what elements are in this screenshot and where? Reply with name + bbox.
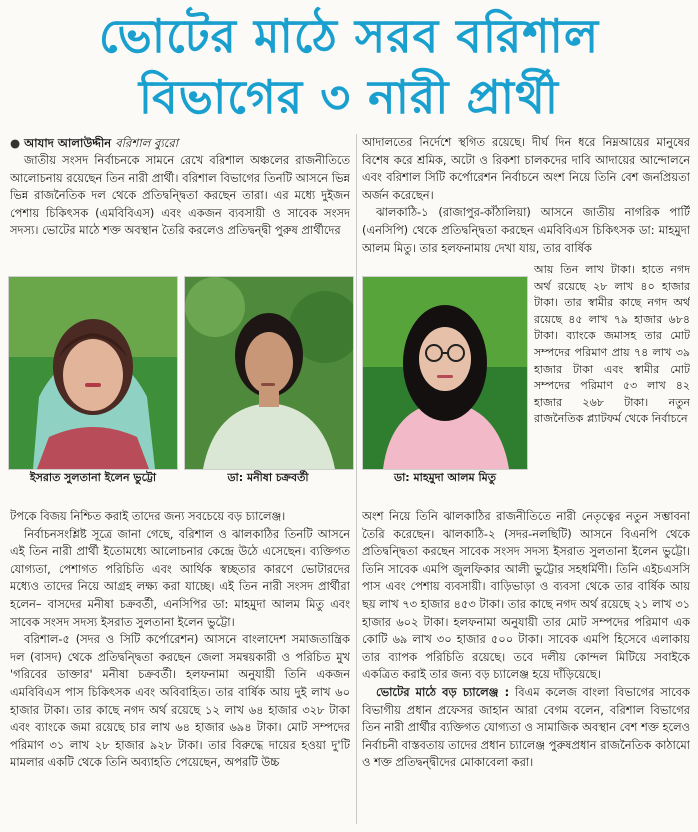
headline	[0, 6, 698, 128]
right-narrow-paragraph: আয় তিন লাখ টাকা। হাতে নগদ অর্থ রয়েছে ২৮ লাখ ৪০ হাজার টাকা। তার স্বামীর কাছে নগদ অর্থ রয়েছে ৪৫ লাখ ৭৯ হাজার ৬৮৪ টাকা। ব্যাংকে জমাসহ তার মোট সম্পদের পরিমাণ প্রায় ৭৪ লাখ ৩৯ হাজার টাকা এবং স্বামীর মোট সম্পদের পরিমাণ ৫৩ লাখ ৪২ হাজার ২৬৮ টাকা। নতুন রাজনৈতিক প্ল্যাটফর্ম থেকে নির্বাচনে	[534, 263, 690, 426]
right-bottom-paragraph-2-text: বিএম কলেজ বাংলা বিভাগের সাবেক বিভাগীয় প্রধান প্রফেসর জাহান আরা বেগম বলেন, বরিশাল বিভাগের তিন নারী প্রার্থীর ব্যক্তিগত যোগ্যতা ও সামাজিক অবস্থান বেশ শক্ত হলেও নির্বাচনী বাস্তবতায় তাদের প্রধান চ্যালেঞ্জ পুরুষপ্রধান রাজনৈতিক কাঠামো ও শক্ত প্রতিদ্বন্দ্বীদের মোকাবেলা করা।	[362, 684, 690, 770]
byline	[10, 134, 350, 152]
right-paragraph-1: আদালতের নির্দেশে স্থগিত রয়েছে। দীর্ঘ দিন ধরে নিম্নআয়ের মানুষের বিশেষ করে শ্রমিক, অটো ও রিকশা চালকদের দাবি আদায়ের আন্দোলনে এবং বরিশাল সিটি কর্পোরেশন নির্বাচনে অংশ নিয়ে তিনি বেশ জনপ্রিয়তা অর্জন করেছেন।	[362, 135, 690, 202]
bullet-icon: ●	[10, 136, 21, 150]
right-column-bottom	[362, 508, 690, 826]
right-narrow-column	[534, 262, 690, 508]
byline-author: আযাদ আলাউদ্দীন	[24, 136, 112, 150]
right-paragraph-2: ঝালকাঠি-১ (রাজাপুর-কাঁঠালিয়া) আসনে জাতীয় নাগরিক পার্টি (এনসিপি) থেকে প্রতিদ্বন্দ্বিতা করছেন এমবিবিএস চিকিৎসক ডা: মাহমুদা আলম মিতু। তার হলফনামায় দেখা যায়, তার বার্ষিক	[362, 205, 690, 255]
photo-israt-sultana	[8, 276, 178, 470]
byline-desk: বরিশাল ব্যুরো	[115, 136, 179, 150]
right-bottom-paragraph-1: অংশ নিয়ে তিনি ঝালকাঠির রাজনীতিতে নারী নেতৃত্বের নতুন সম্ভাবনা তৈরি করেছেন। ঝালকাঠি-২ (সদর-নলছিটি) আসনে বিএনপি থেকে প্রতিদ্বন্দ্বিতা করছেন সাবেক সংসদ সদস্য ইসরাত সুলতানা ইলেন ভুট্টো। তিনি সাবেক এমপি জুলফিকার আলী ভুট্টোর সহধর্মিণী। তিনি এইচএসসি পাস এবং পেশায় ব্যবসায়ী। বাড়িভাড়া ও ব্যবসা থেকে তার বার্ষিক আয় ছয় লাখ ৭৩ হাজার ৪৫৩ টাকা। তার কাছে নগদ অর্থ রয়েছে ২১ লাখ ৩১ হাজার ৬০২ টাকা। হলফনামা অনুযায়ী তার মোট সম্পদের পরিমাণ এক কোটি ৬৯ লাখ ৩০ হাজার ৫০০ টাকা। সাবেক এমপি হিসেবে এলাকায় তার ব্যাপক পরিচিতি রয়েছে। তবে দলীয় কোন্দল মিটিয়ে সবাইকে একত্রিত করাই তার জন্য বড় চ্যালেঞ্জ হয়ে দাঁড়িয়েছে।	[362, 509, 690, 682]
left-bottom-paragraph-1: টপকে বিজয় নিশ্চিত করাই তাদের জন্য সবচেয়ে বড় চ্যালেঞ্জ।	[10, 509, 286, 523]
right-bottom-paragraph-2	[362, 684, 690, 772]
right-column-top	[362, 134, 690, 262]
left-bottom-paragraph-2: নির্বাচনসংশ্লিষ্ট সূত্রে জানা গেছে, বরিশাল ও ঝালকাঠির তিনটি আসনে এই তিন নারী প্রার্থী ইতোমধ্যে আলোচনার কেন্দ্রে উঠে এসেছেন। ব্যক্তিগত যোগ্যতা, পেশাগত পরিচিতি এবং আর্থিক স্বচ্ছতার কারণে ভোটারদের মধ্যেও তাদের নিয়ে আগ্রহ লক্ষ্য করা যাচ্ছে। এই তিন নারী সংসদ প্রার্থীরা হলেন– বাসদের মনীষা চক্রবর্তী, এনসিপির ডা: মাহমুদা আলম মিতু এবং সাবেক সংসদ সদস্য ইসরাত সুলতানা ইলেন ভুট্টো।	[10, 526, 350, 629]
left-paragraph-1: জাতীয় সংসদ নির্বাচনকে সামনে রেখে বরিশাল অঞ্চলের রাজনীতিতে আলোচনায় রয়েছেন তিন নারী প্রার্থী। বরিশাল বিভাগের তিনটি আসনে ভিন্ন ভিন্ন রাজনৈতিক দল থেকে প্রতিদ্বন্দ্বিতা করছেন তারা। এর মধ্যে দুইজন পেশায় চিকিৎসক (এমবিবিএস) এবং একজন ব্যবসায়ী ও সাবেক সংসদ সদস্য। ভোটের মাঠে শক্ত অবস্থান তৈরি করলেও প্রতিদ্বন্দ্বী পুরুষ প্রার্থীদের	[10, 153, 350, 238]
headline-line-2: বিভাগের ৩ নারী প্রার্থী	[138, 70, 560, 124]
headline-line-1: ভোটের মাঠে সরব বরিশাল	[98, 9, 600, 63]
left-column-top	[10, 134, 350, 274]
subheading-challenge: ভোটের মাঠে বড় চ্যালেঞ্জ :	[376, 684, 510, 699]
caption-mahmuda-alam-mitu: ডা: মাহমুদা আলম মিতু	[394, 471, 496, 484]
column-divider	[356, 134, 357, 824]
left-column-bottom	[10, 508, 350, 826]
left-bottom-paragraph-3: বরিশাল-৫ (সদর ও সিটি কর্পোরেশন) আসনে বাংলাদেশ সমাজতান্ত্রিক দল (বাসদ) থেকে প্রতিদ্বন্দ্বিতা করছেন জেলা সমন্বয়কারী ও পরিচিত মুখ 'গরিবের ডাক্তার' মনীষা চক্রবর্তী। হলফনামা অনুযায়ী তিনি একজন এমবিবিএস পাস চিকিৎসক এবং অবিবাহিত। তার বার্ষিক আয় দুই লাখ ৬০ হাজার টাকা। তার কাছে নগদ অর্থ রয়েছে ১২ লাখ ৬৪ হাজার ৩২৮ টাকা এবং ব্যাংকে জমা রয়েছে চার লাখ ৬৪ হাজার ৬৯৪ টাকা। মোট সম্পদের পরিমাণ ৩১ লাখ ২৮ হাজার ৯২৮ টাকা। তার বিরুদ্ধে দায়ের হওয়া দু'টি মামলার একটি থেকে তিনি অব্যাহতি পেয়েছেন, অপরটি উচ্চ	[10, 632, 350, 770]
portrait-illustration-3	[363, 277, 527, 469]
portrait-illustration-1	[9, 277, 177, 469]
caption-monisha-chakraborty: ডা: মনীষা চক্রবর্তী	[227, 471, 309, 484]
photo-mahmuda-alam-mitu	[362, 276, 528, 470]
photo-monisha-chakraborty	[184, 276, 354, 470]
caption-israt-sultana: ইসরাত সুলতানা ইলেন ভুট্টো	[29, 471, 157, 484]
portrait-illustration-2	[185, 277, 353, 469]
